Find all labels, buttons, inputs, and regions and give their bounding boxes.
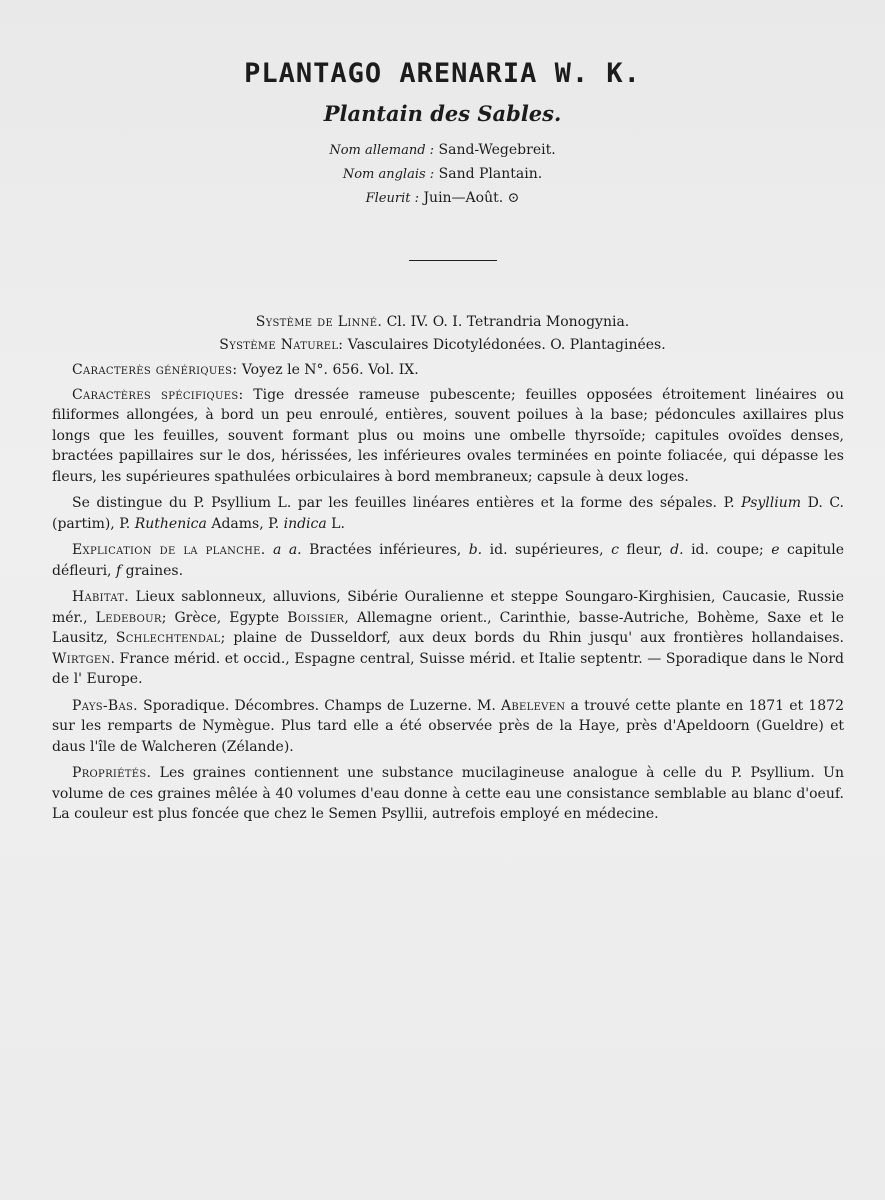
properties-label: Propriétés. — [72, 765, 152, 781]
plate-text-4: id. coupe; — [691, 542, 764, 558]
german-name-label: Nom allemand : — [329, 143, 435, 158]
distinction-italic-1: Psyllium — [741, 495, 802, 511]
linne-system-value: Cl. IV. O. I. Tetrandria Monogynia. — [386, 314, 630, 330]
habitat-text-2: ; Grèce, Egypte — [161, 609, 280, 626]
specific-characters-label: Caractères spécifiques: — [72, 386, 244, 403]
netherlands-text-1: Sporadique. Décombres. Champs de Luzerne. M. — [143, 697, 496, 714]
plate-text-1: Bractées inférieures, — [309, 542, 462, 558]
netherlands-text-2: a trouvé cette plante en 1871 et 1872 sur les remparts de Nymègue. Plus tard elle a été observée près de la Haye, près d'Apeldoorn (Gueldre) et daus l'île de Walcheren (Zélande). — [52, 697, 844, 755]
page-subtitle: Plantain des Sables. — [323, 101, 562, 126]
english-name-line — [0, 166, 885, 182]
distinction-italic-3: indica — [283, 515, 327, 532]
plate-key-c: c — [611, 542, 619, 558]
plate-explanation-paragraph — [52, 540, 844, 581]
generic-characters-label: Caracterès génériques: — [72, 362, 238, 378]
distinction-text-2: D. C. (partim), P. — [52, 495, 845, 532]
document-body — [52, 360, 844, 831]
german-name-value: Sand-Wegebreit. — [438, 142, 556, 158]
plate-text-5: capitule défleuri, — [52, 542, 845, 579]
distinction-text-4: L. — [331, 515, 345, 532]
habitat-author-schlechtendal: Schlechtendal — [115, 630, 221, 646]
generic-characters-paragraph — [52, 360, 844, 381]
flowering-line — [0, 190, 885, 206]
flowering-value: Juin—Août. ⊙ — [423, 190, 520, 206]
plate-explanation-label: Explication de la planche. — [72, 542, 266, 558]
plate-key-aa: a a. — [272, 542, 302, 558]
plate-text-3: fleur, — [626, 542, 663, 558]
habitat-text-5: . France mérid. et occid., Espagne central, Suisse mérid. et Italie septentr. — Sporadique dans le Nord de l' Europe. — [52, 650, 844, 687]
natural-system-value: Vasculaires Dicotylédonées. O. Plantaginées. — [347, 337, 666, 353]
plate-text-2: id. supérieures, — [489, 542, 604, 558]
plate-key-f: f — [115, 562, 122, 579]
properties-paragraph — [52, 763, 844, 825]
netherlands-paragraph — [52, 696, 844, 758]
specific-characters-paragraph — [52, 385, 844, 488]
distinction-italic-2: Ruthenica — [134, 515, 207, 532]
plate-key-b: b. — [468, 542, 483, 558]
plate-key-d: d. — [670, 542, 684, 558]
plate-key-e: e — [771, 542, 780, 558]
flowering-label: Fleurit : — [365, 191, 419, 206]
german-name-line — [0, 142, 885, 158]
divider-rule — [409, 260, 497, 261]
linne-system-label: Système de Linné. — [255, 314, 383, 330]
habitat-text-1: Lieux sablonneux, alluvions, Sibérie Ouralienne et steppe Soungaro-Kirghisien, Caucasie, Russie mér., — [52, 589, 845, 626]
linne-system-line — [0, 314, 885, 330]
habitat-paragraph — [52, 587, 844, 690]
habitat-text-3: , Allemagne orient., Carinthie, basse-Autriche, Bohème, Saxe et le Lausitz, — [52, 609, 844, 646]
english-name-value: Sand Plantain. — [438, 166, 543, 182]
distinction-paragraph — [52, 493, 844, 534]
habitat-author-boissier: Boissier — [287, 609, 345, 626]
natural-system-line — [0, 337, 885, 353]
netherlands-label: Pays-Bas. — [72, 697, 138, 714]
generic-characters-text: Voyez le N°. 656. Vol. IX. — [241, 362, 419, 378]
habitat-author-ledebour: Ledebour — [95, 609, 162, 626]
distinction-text-3: Adams, P. — [211, 515, 280, 532]
english-name-label: Nom anglais : — [342, 167, 435, 182]
properties-text: Les graines contiennent une substance mucilagineuse analogue à celle du P. Psyllium. Un volume de ces graines mêlée à 40 volumes d'eau donne à cette eau une consistance semblable au blanc d'oeuf. La couleur est plus foncée que chez le Semen Psyllii, autrefois employé en médecine. — [52, 765, 844, 822]
habitat-text-4: ; plaine de Dusseldorf, aux deux bords du Rhin jusqu' aux frontières hollandaises. — [220, 630, 844, 646]
plate-text-6: graines. — [125, 562, 184, 579]
page-title: PLANTAGO ARENARIA W. K. — [244, 58, 641, 89]
netherlands-author-abeleven: Abeleven — [500, 697, 566, 714]
distinction-text-1: Se distingue du P. Psyllium L. par les feuilles linéares entières et la forme des sépales. P. — [72, 495, 735, 511]
specific-characters-text: Tige dressée rameuse pubescente; feuilles opposées étroitement linéaires ou filiformes allongées, à bord un peu enroulé, entières, souvent poilues à la base; pédoncules axillaires plus longs que les feuilles, souvent formant plus ou moins une ombelle thyrsoïde; capitules ovoïdes denses, bractées papillaires sur le dos, hérissées, les inférieures ovales terminées en pointe foliacée, qui dépasse les fleurs, les supérieures spathulées orbiculaires à bord membraneux; capsule à deux loges. — [52, 386, 844, 485]
habitat-author-wirtgen: Wirtgen — [52, 650, 111, 667]
natural-system-label: Système Naturel: — [219, 337, 344, 353]
habitat-label: Habitat. — [72, 589, 130, 605]
